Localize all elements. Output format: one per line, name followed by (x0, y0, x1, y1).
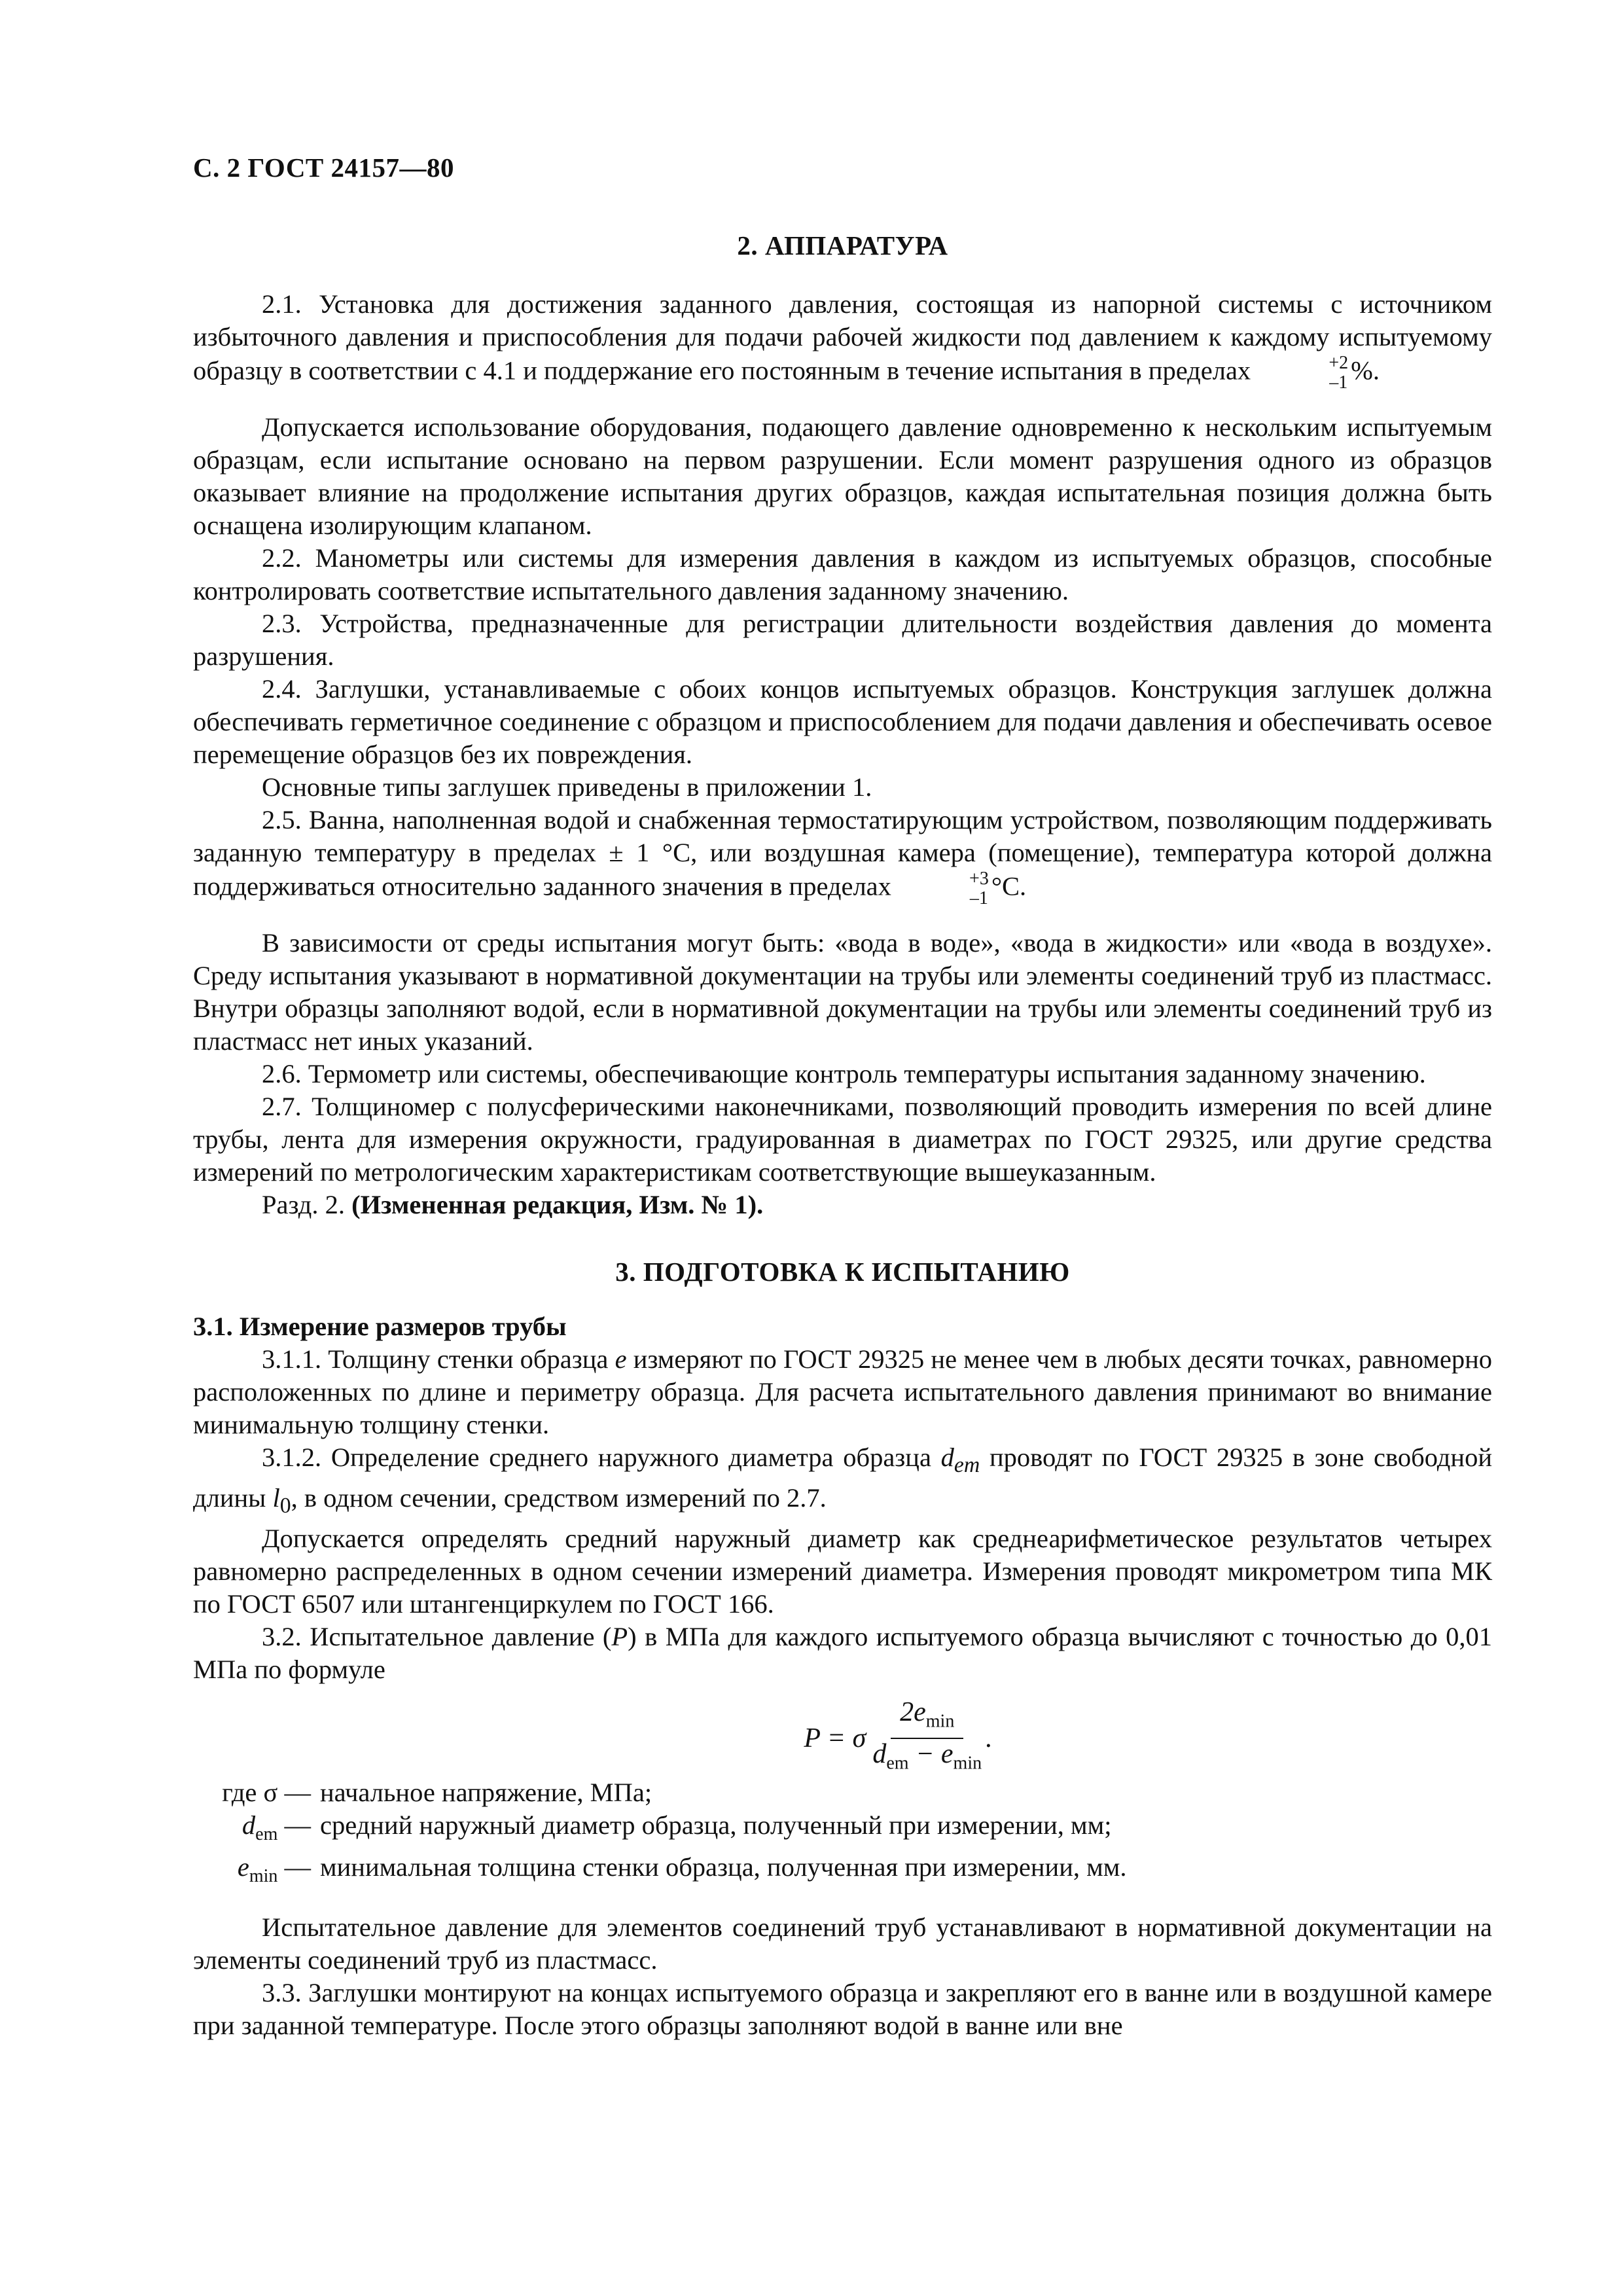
running-head: С. 2 ГОСТ 24157—80 (193, 152, 455, 183)
tolerance-unit: °С. (991, 871, 1027, 901)
clause-3-2-start: 3.2. Испытательное давление ( (262, 1622, 612, 1652)
clause-2-7: 2.7. Толщиномер с полусферическими наконечниками, позволяющий проводить измерения по всей длине трубы, лента для измерения окружности, градуированная в диаметрах по ГОСТ 29325, или другие средства измерений по метрологическим характеристикам соответствующие вышеуказанным. (193, 1092, 1492, 1187)
legend-symbol-sigma: где σ — (222, 1778, 311, 1808)
variable-l: l (272, 1483, 280, 1513)
tolerance-unit: %. (1351, 355, 1380, 386)
legend-symbol-d (193, 1809, 320, 1851)
denominator-minus-e: − e (908, 1738, 954, 1769)
variable-e: e (615, 1344, 627, 1374)
tolerance-upper: +2 (1329, 353, 1349, 373)
legend-d-dash: — (277, 1810, 311, 1840)
legend-desc-sigma: начальное напряжение, МПа; (320, 1778, 652, 1808)
legend-e-letter: e (237, 1852, 249, 1882)
legend-desc-e: минимальная толщина стенки образца, полученная при измерении, мм. (320, 1852, 1127, 1882)
legend-d-letter: d (241, 1810, 256, 1840)
variable-d-subscript: em (954, 1453, 980, 1478)
clause-3-1-1-start: 3.1.1. Толщину стенки образца (262, 1344, 609, 1374)
legend-row-e (193, 1851, 1492, 1893)
formula-lhs: P = σ (804, 1723, 866, 1753)
paragraph-plug-types: Основные типы заглушек приведены в приложении 1. (262, 772, 872, 802)
clause-3-3: 3.3. Заглушки монтируют на концах испытуемого образца и закрепляют его в ванне или в воздушной камере при заданной температуре. После этого образцы заполняют водой в ванне или вне (193, 1978, 1492, 2041)
section-3-title: 3. ПОДГОТОВКА К ИСПЫТАНИЮ (615, 1257, 1070, 1287)
formula-end: . (986, 1723, 993, 1753)
clause-3-1-2 (193, 1441, 1492, 1522)
legend-d-subscript: em (255, 1824, 278, 1845)
formula-numerator (891, 1698, 963, 1738)
clause-2-3: 2.3. Устройства, предназначенные для регистрации длительности воздействия давления до момента разрушения. (193, 609, 1492, 671)
formula-legend (193, 1776, 1492, 1893)
subsection-3-1-title: 3.1. Измерение размеров трубы (193, 1312, 567, 1341)
clause-3-1-2-start: 3.1.2. Определение среднего наружного диаметра образца (262, 1443, 931, 1472)
legend-row-d (193, 1809, 1492, 1851)
clause-2-4: 2.4. Заглушки, устанавливаемые с обоих концов испытуемых образцов. Конструкция заглушек должна обеспечивать герметичное соединение с образцом и приспособлением для подачи давления и обеспечивать осевое перемещение образцов без их повреждения. (193, 674, 1492, 769)
legend-e-dash: — (277, 1852, 311, 1882)
legend-e-subscript: min (249, 1866, 278, 1887)
amendment-prefix: Разд. 2. (262, 1190, 345, 1219)
clause-2-2: 2.2. Манометры или системы для измерения давления в каждом из испытуемых образцов, способные контролировать соответствие испытательного давления заданному значению. (193, 543, 1492, 605)
variable-d: d (940, 1443, 954, 1472)
clause-2-6: 2.6. Термометр или системы, обеспечивающие контроль температуры испытания заданному значению. (262, 1059, 1426, 1088)
clause-3-2-end: ) в МПа для каждого испытуемого образца вычисляют с точностью до 0,01 МПа по формуле (193, 1622, 1492, 1685)
variable-l-subscript: 0 (279, 1494, 291, 1518)
formula-expression (804, 1698, 992, 1778)
formula-fraction (868, 1698, 986, 1778)
clause-2-5 (193, 804, 1492, 908)
denominator-d-subscript: em (886, 1752, 909, 1773)
clause-3-2 (193, 1621, 1492, 1686)
clause-2-1 (193, 288, 1492, 393)
denominator-d: d (872, 1738, 887, 1769)
paragraph-mean-diameter: Допускается определять средний наружный диаметр как среднеарифметическое результатов четырех равномерно распределенных в одном сечении измерений диаметра. Измерения проводят микрометром типа МК по ГОСТ 6507 или штангенциркулем по ГОСТ 166. (193, 1524, 1492, 1619)
tolerance-lower: –1 (969, 888, 988, 908)
clause-3-1-2-middle: проводят по ГОСТ 29325 в зоне свободной длины (193, 1443, 1493, 1513)
legend-row-sigma (193, 1776, 1492, 1809)
pressure-formula (193, 1697, 1492, 1773)
section-2-title: 2. АППАРАТУРА (737, 230, 948, 260)
tolerance-2-5 (901, 869, 989, 908)
denominator-e-subscript: min (953, 1752, 982, 1773)
clause-3-1-1-end: измеряют по ГОСТ 29325 не менее чем в любых десяти точках, равномерно расположенных по длине и периметру образца. Для расчета испытательного давления принимают во внимание минимальную толщину стенки. (193, 1344, 1492, 1439)
tolerance-lower: –1 (1329, 372, 1348, 393)
formula-denominator (868, 1739, 986, 1778)
numerator-subscript: min (925, 1711, 955, 1732)
amendment-note (193, 1189, 1492, 1221)
legend-desc-d: средний наружный диаметр образца, полученный при измерении, мм; (320, 1810, 1112, 1840)
numerator-text: 2e (900, 1697, 926, 1728)
amendment-label: (Измененная редакция, Изм. № 1). (351, 1190, 764, 1219)
paragraph-fittings-pressure: Испытательное давление для элементов соединений труб устанавливают в нормативной документации на элементы соединений труб из пластмасс. (193, 1912, 1492, 1975)
clause-3-1-2-end: , в одном сечении, средством измерений по 2.7. (291, 1483, 827, 1513)
paragraph-allowed-equipment: Допускается использование оборудования, подающего давление одновременно к нескольким испытуемым образцам, если испытание основано на первом разрушении. Если момент разрушения одного из образцов оказывает влияние на продолжение испытания других образцов, каждая испытательная позиция должна быть оснащена изолирующим клапаном. (193, 412, 1492, 540)
clause-2-1-text: 2.1. Установка для достижения заданного давления, состоящая из напорной системы с источником избыточного давления и приспособления для подачи рабочей жидкости под давлением к каждому испытуемому образцу в соответствии с 4.1 и поддержание его постоянным в течение испытания в пределах (193, 289, 1492, 386)
legend-symbol-e (193, 1851, 320, 1893)
paragraph-test-environment: В зависимости от среды испытания могут быть: «вода в воде», «вода в жидкости» или «вода в воздухе». Среду испытания указывают в нормативной документации на трубы или элементы соединений труб из пластмасс. Внутри образцы заполняют водой, если в нормативной документации на трубы или элементы соединений труб из пластмасс нет иных указаний. (193, 928, 1492, 1056)
variable-p: P (611, 1622, 628, 1652)
clause-2-5-text: 2.5. Ванна, наполненная водой и снабженная термостатирующим устройством, позволяющим поддерживать заданную температуру в пределах ± 1 °С, или воздушная камера (помещение), температура которой должна поддерживаться относительно заданного значения в пределах (193, 805, 1492, 901)
clause-3-1-1 (193, 1343, 1492, 1441)
page-body (193, 229, 1492, 2042)
tolerance-upper: +3 (969, 869, 989, 889)
tolerance-2-1 (1260, 353, 1348, 393)
